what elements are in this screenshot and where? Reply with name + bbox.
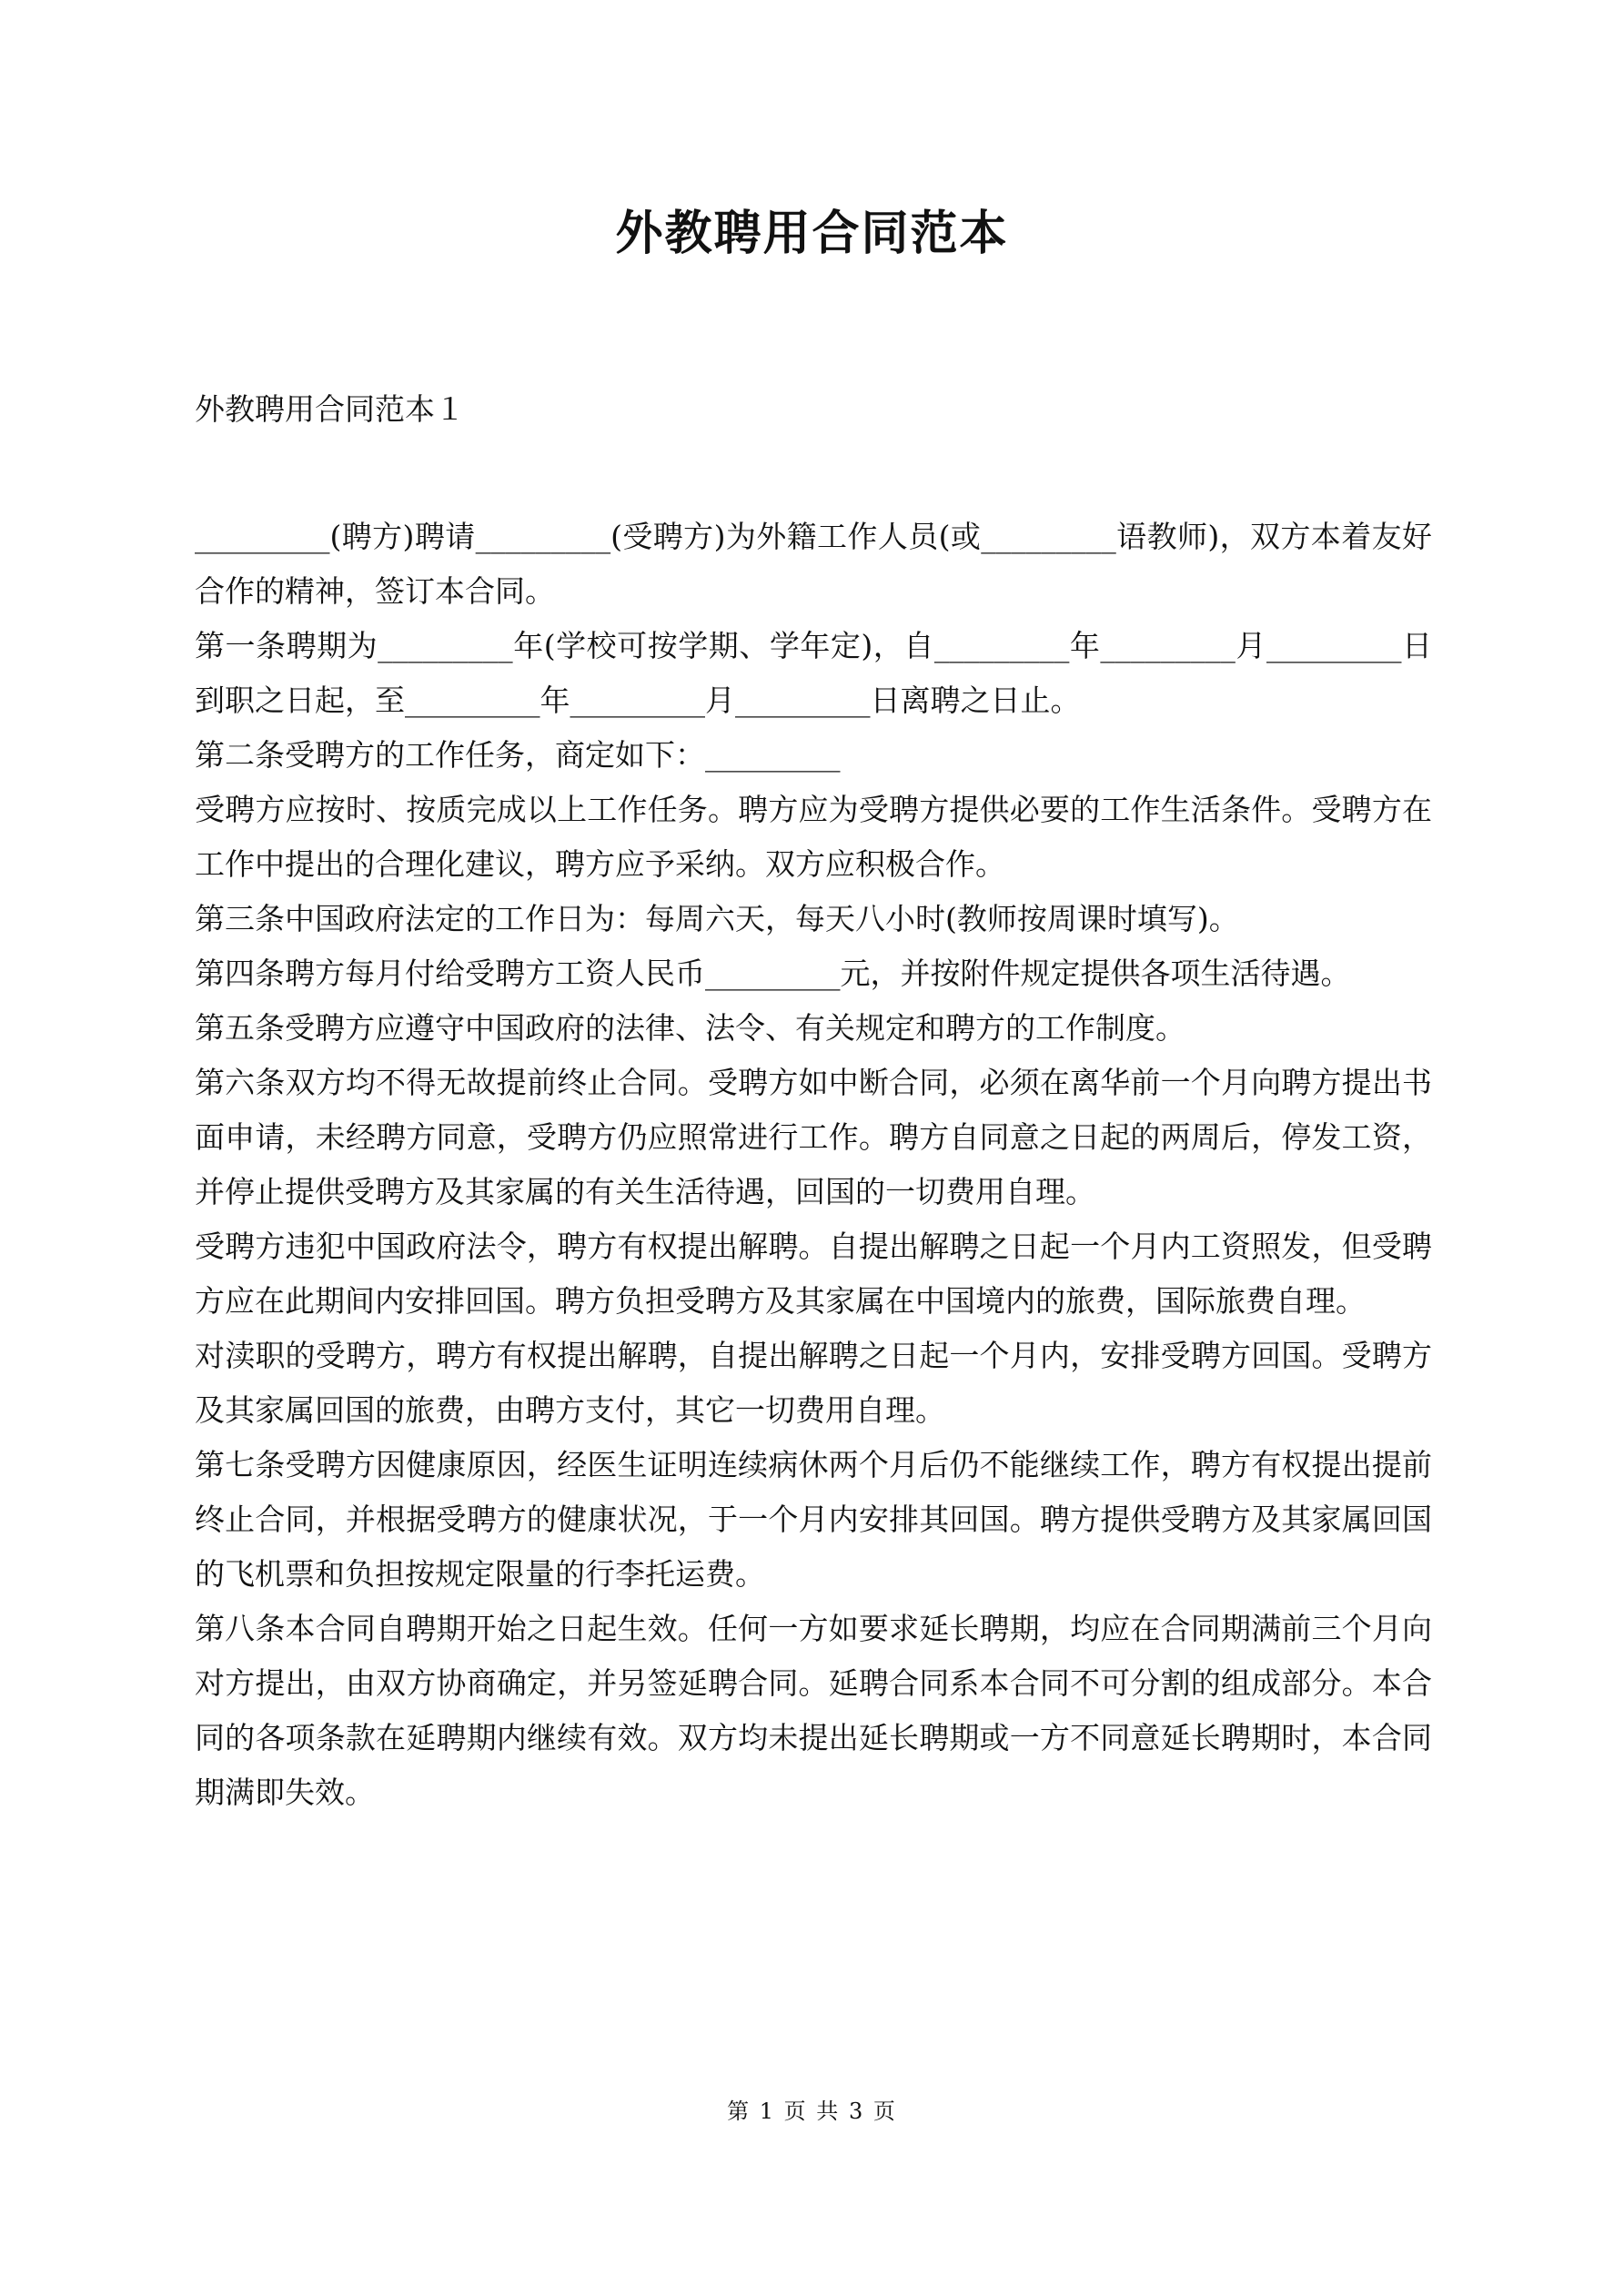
paragraph-article-2: 第二条受聘方的工作任务，商定如下：_________ xyxy=(195,737,841,773)
paragraph-article-4: 第四条聘方每月付给受聘方工资人民币_________元，并按附件规定提供各项生活待遇。 xyxy=(195,956,1351,991)
paragraph-article-1: 第一条聘期为_________年(学校可按学期、学年定)，自_________年_________月_________日到职之日起，至_________年_________月_________日离聘之日止。 xyxy=(195,628,1432,718)
page-footer: 第 1 页 共 3 页 xyxy=(727,2099,897,2124)
paragraph-article-3: 第三条中国政府法定的工作日为：每周六天，每天八小时(教师按周课时填写)。 xyxy=(195,901,1239,936)
paragraph-article-7: 第七条受聘方因健康原因，经医生证明连续病休两个月后仍不能继续工作，聘方有权提出提前终止合同，并根据受聘方的健康状况，于一个月内安排其回国。聘方提供受聘方及其家属回国的飞机票和负担按规定限量的行李托运费。 xyxy=(195,1447,1432,1592)
paragraph-article-6: 第六条双方均不得无故提前终止合同。受聘方如中断合同，必须在离华前一个月向聘方提出书面申请，未经聘方同意，受聘方仍应照常进行工作。聘方自同意之日起的两周后，停发工资，并停止提供受聘方及其家属的有关生活待遇，回国的一切费用自理。 xyxy=(195,1065,1432,1209)
paragraph-article-8: 第八条本合同自聘期开始之日起生效。任何一方如要求延长聘期，均应在合同期满前三个月向对方提出，由双方协商确定，并另签延聘合同。延聘合同系本合同不可分割的组成部分。本合同的各项条款在延聘期内继续有效。双方均未提出延长聘期或一方不同意延长聘期时，本合同期满即失效。 xyxy=(195,1611,1432,1810)
document-body xyxy=(195,510,1432,1820)
paragraph-preamble: _________(聘方)聘请_________(受聘方)为外籍工作人员(或_________语教师)，双方本着友好合作的精神，签订本合同。 xyxy=(195,519,1432,609)
paragraph-article-6-misconduct: 对渎职的受聘方，聘方有权提出解聘，自提出解聘之日起一个月内，安排受聘方回国。受聘方及其家属回国的旅费，由聘方支付，其它一切费用自理。 xyxy=(195,1338,1432,1428)
paragraph-article-2-detail: 受聘方应按时、按质完成以上工作任务。聘方应为受聘方提供必要的工作生活条件。受聘方在工作中提出的合理化建议，聘方应予采纳。双方应积极合作。 xyxy=(195,792,1432,882)
document-title: 外教聘用合同范本 xyxy=(615,206,1009,261)
paragraph-article-6-violation: 受聘方违犯中国政府法令，聘方有权提出解聘。自提出解聘之日起一个月内工资照发，但受聘方应在此期间内安排回国。聘方负担受聘方及其家属在中国境内的旅费，国际旅费自理。 xyxy=(195,1229,1432,1319)
paragraph-article-5: 第五条受聘方应遵守中国政府的法律、法令、有关规定和聘方的工作制度。 xyxy=(195,1010,1185,1046)
document-subtitle: 外教聘用合同范本１ xyxy=(195,391,465,427)
